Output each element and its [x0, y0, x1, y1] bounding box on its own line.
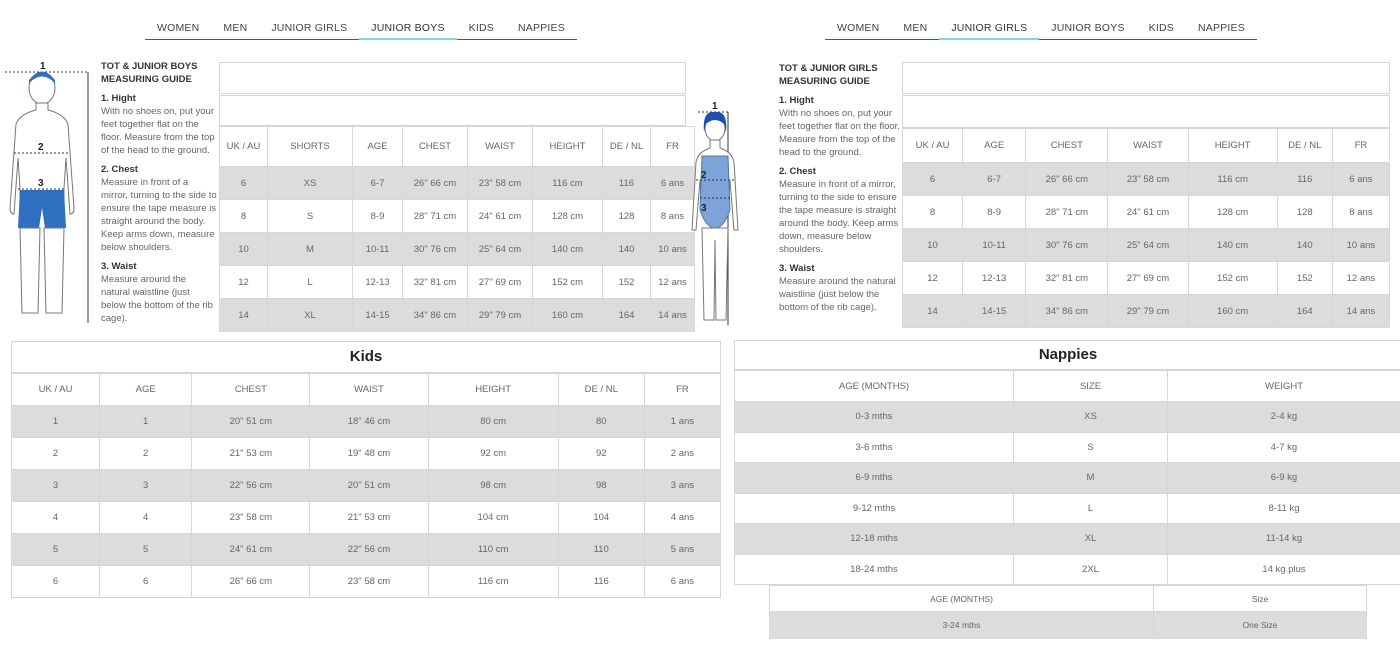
table-cell: 2-4 kg [1168, 402, 1400, 433]
table-cell: 6-9 mths [735, 463, 1014, 494]
table-cell: 2 [100, 438, 192, 470]
boys-step1-title: 1. Hight [101, 93, 136, 104]
table-cell: 116 cm [533, 167, 603, 200]
column-header: AGE (MONTHS) [770, 586, 1154, 612]
table-cell: 14 ans [651, 299, 695, 332]
table-cell: L [1014, 493, 1168, 524]
tab-kids[interactable]: KIDS [1148, 22, 1174, 34]
column-header: DE / NL [1277, 129, 1332, 163]
nav-left [145, 22, 577, 40]
table-cell: 104 cm [428, 502, 558, 534]
table-cell: 5 [100, 534, 192, 566]
table-cell: 140 cm [1188, 229, 1277, 262]
table-header-row [735, 371, 1400, 402]
table-cell: 6 [903, 163, 963, 196]
nav-right [825, 22, 1257, 40]
table-cell: 4 ans [644, 502, 720, 534]
table-cell: 160 cm [1188, 295, 1277, 328]
table-cell: 1 [100, 406, 192, 438]
table-cell: 10-11 [353, 233, 403, 266]
table-cell: 28" 71 cm [403, 200, 468, 233]
table-cell: 152 cm [1188, 262, 1277, 295]
column-header: AGE [100, 374, 192, 406]
table-cell: 23" 58 cm [310, 566, 428, 598]
table-row [735, 554, 1400, 585]
figure-mark-1: 1 [712, 101, 718, 112]
column-header: WAIST [468, 127, 533, 167]
table-cell: 128 [603, 200, 651, 233]
table-row [220, 299, 695, 332]
table-cell: 10 ans [1332, 229, 1389, 262]
boys-guide-title: TOT & JUNIOR BOYS MEASURING GUIDE [101, 61, 198, 85]
table-cell: 3 [100, 470, 192, 502]
table-header-row [903, 129, 1390, 163]
column-header: AGE (MONTHS) [735, 371, 1014, 402]
tab-kids[interactable]: KIDS [468, 22, 494, 34]
table-cell: 20" 51 cm [192, 406, 310, 438]
table-cell: 6 [12, 566, 100, 598]
table-cell: M [268, 233, 353, 266]
table-cell: 128 [1277, 196, 1332, 229]
column-header: CHEST [192, 374, 310, 406]
table-cell: 8-11 kg [1168, 493, 1400, 524]
column-header: WEIGHT [1168, 371, 1400, 402]
boys-step2-title: 2. Chest [101, 164, 138, 175]
table-cell: 10 ans [651, 233, 695, 266]
table-cell: 116 [603, 167, 651, 200]
table-cell: 152 cm [533, 266, 603, 299]
girls-step1-title: 1. Hight [779, 95, 814, 106]
tab-junior-girls[interactable]: JUNIOR GIRLS [271, 22, 348, 34]
table-cell: 21" 53 cm [310, 502, 428, 534]
table-cell: 10 [220, 233, 268, 266]
table-cell: 30" 76 cm [403, 233, 468, 266]
table-cell: 34" 86 cm [1026, 295, 1108, 328]
table-cell: 12-18 mths [735, 524, 1014, 555]
girls-step1-text: With no shoes on, put your feet together flat on the floor. Measure from the top of the head to the ground. [779, 108, 900, 158]
column-header: UK / AU [903, 129, 963, 163]
column-header: UK / AU [220, 127, 268, 167]
table-row [12, 534, 721, 566]
tab-men[interactable]: MEN [223, 22, 248, 34]
table-cell: 28" 71 cm [1026, 196, 1108, 229]
table-row [903, 163, 1390, 196]
column-header: UK / AU [12, 374, 100, 406]
table-cell: 6-7 [353, 167, 403, 200]
table-cell: 11-14 kg [1168, 524, 1400, 555]
kids-title: Kids [11, 341, 721, 373]
boys-step3-title: 3. Waist [101, 261, 137, 272]
table-row [735, 402, 1400, 433]
table-cell: 12-13 [963, 262, 1026, 295]
boys-blank-row [219, 62, 686, 94]
tab-junior-boys[interactable]: JUNIOR BOYS [1051, 22, 1125, 34]
table-cell: 14 [903, 295, 963, 328]
table-cell: 12 ans [651, 266, 695, 299]
girls-step2-text: Measure in front of a mirror, turning to the side to ensure the tape measure is straight around the body. Keep arms down, measure below shoulders. [779, 179, 899, 255]
column-header: DE / NL [603, 127, 651, 167]
table-cell: XL [268, 299, 353, 332]
figure-mark-1: 1 [40, 61, 46, 72]
column-header: FR [651, 127, 695, 167]
table-row [770, 612, 1367, 639]
table-cell: 80 cm [428, 406, 558, 438]
column-header: AGE [963, 129, 1026, 163]
tab-men[interactable]: MEN [903, 22, 928, 34]
table-cell: 3 [12, 470, 100, 502]
table-cell: 6-9 kg [1168, 463, 1400, 494]
table-cell: 164 [1277, 295, 1332, 328]
table-row [903, 262, 1390, 295]
table-cell: 6-7 [963, 163, 1026, 196]
kids-size-table [11, 373, 721, 598]
table-cell: XS [268, 167, 353, 200]
column-header: AGE [353, 127, 403, 167]
table-cell: 20" 51 cm [310, 470, 428, 502]
girls-blank-row [902, 95, 1390, 128]
table-cell: 24" 61 cm [192, 534, 310, 566]
boys-blank-row [219, 95, 686, 126]
table-cell: 5 [12, 534, 100, 566]
boys-step3-text: Measure around the natural waistline (just below the bottom of the rib cage). [101, 274, 213, 324]
figure-mark-3: 3 [38, 178, 44, 189]
table-cell: 98 [558, 470, 644, 502]
table-cell: 14-15 [353, 299, 403, 332]
table-cell: 98 cm [428, 470, 558, 502]
girls-step3-text: Measure around the natural waistline (just below the bottom of the rib cage). [779, 276, 896, 313]
table-cell: L [268, 266, 353, 299]
table-cell: 2XL [1014, 554, 1168, 585]
table-row [12, 438, 721, 470]
table-cell: 160 cm [533, 299, 603, 332]
table-cell: 116 cm [1188, 163, 1277, 196]
boys-step2-text: Measure in front of a mirror, turning to the side to ensure the tape measure is straight around the body. Keep arms down, measure below shoulders. [101, 177, 217, 253]
nappies-onesize-table [769, 585, 1367, 639]
table-cell: 2 [12, 438, 100, 470]
table-cell: 128 cm [1188, 196, 1277, 229]
figure-mark-2: 2 [701, 170, 707, 181]
table-cell: 12-13 [353, 266, 403, 299]
column-header: FR [644, 374, 720, 406]
table-cell: 8-9 [353, 200, 403, 233]
table-cell: 27" 69 cm [468, 266, 533, 299]
table-row [903, 196, 1390, 229]
table-row [220, 266, 695, 299]
table-cell: 2 ans [644, 438, 720, 470]
figure-mark-2: 2 [38, 142, 44, 153]
table-cell: 6 [220, 167, 268, 200]
table-row [903, 295, 1390, 328]
table-row [903, 229, 1390, 262]
table-cell: 14-15 [963, 295, 1026, 328]
table-cell: 8 ans [1332, 196, 1389, 229]
table-header-row [770, 586, 1367, 612]
table-cell: 164 [603, 299, 651, 332]
table-cell: 140 [1277, 229, 1332, 262]
table-cell: 30" 76 cm [1026, 229, 1108, 262]
table-cell: 116 [558, 566, 644, 598]
table-cell: 24" 61 cm [1108, 196, 1188, 229]
table-cell: 25" 64 cm [1108, 229, 1188, 262]
table-cell: 140 cm [533, 233, 603, 266]
table-cell: 6 ans [644, 566, 720, 598]
table-cell: XL [1014, 524, 1168, 555]
table-cell: S [268, 200, 353, 233]
table-cell: 6 ans [1332, 163, 1389, 196]
table-cell: 152 [603, 266, 651, 299]
table-cell: 128 cm [533, 200, 603, 233]
table-cell: 14 ans [1332, 295, 1389, 328]
table-cell: 32" 81 cm [1026, 262, 1108, 295]
girls-guide-title: TOT & JUNIOR GIRLS MEASURING GUIDE [779, 63, 878, 87]
table-cell: 8 [220, 200, 268, 233]
table-header-row [12, 374, 721, 406]
table-cell: 22" 56 cm [192, 470, 310, 502]
nappies-size-table [734, 370, 1400, 585]
tab-nappies[interactable]: NAPPIES [1197, 22, 1245, 34]
table-cell: 9-12 mths [735, 493, 1014, 524]
girls-measuring-guide [779, 62, 901, 314]
boys-size-table [219, 126, 695, 332]
table-cell: 26" 66 cm [403, 167, 468, 200]
table-cell: 152 [1277, 262, 1332, 295]
table-cell: 29" 79 cm [1108, 295, 1188, 328]
column-header: WAIST [1108, 129, 1188, 163]
column-header: HEIGHT [1188, 129, 1277, 163]
table-cell: 10 [903, 229, 963, 262]
table-row [220, 200, 695, 233]
table-cell: 26" 66 cm [1026, 163, 1108, 196]
table-cell: 8-9 [963, 196, 1026, 229]
table-cell: 0-3 mths [735, 402, 1014, 433]
table-row [220, 167, 695, 200]
nappies-title: Nappies [734, 340, 1400, 370]
table-cell: 1 [12, 406, 100, 438]
table-cell: 18-24 mths [735, 554, 1014, 585]
table-cell: 12 [220, 266, 268, 299]
table-cell: 140 [603, 233, 651, 266]
table-cell: 3-6 mths [735, 432, 1014, 463]
column-header: SIZE [1014, 371, 1168, 402]
table-cell: 23" 58 cm [1108, 163, 1188, 196]
table-cell: 34" 86 cm [403, 299, 468, 332]
girls-step2-title: 2. Chest [779, 166, 816, 177]
column-header: CHEST [403, 127, 468, 167]
table-cell: 10-11 [963, 229, 1026, 262]
table-cell: 4 [12, 502, 100, 534]
table-row [12, 566, 721, 598]
table-cell: 24" 61 cm [468, 200, 533, 233]
table-cell: 29" 79 cm [468, 299, 533, 332]
table-row [735, 493, 1400, 524]
column-header: SHORTS [268, 127, 353, 167]
tab-junior-boys[interactable]: JUNIOR BOYS [359, 22, 456, 40]
table-cell: 1 ans [644, 406, 720, 438]
table-cell: 3-24 mths [770, 612, 1154, 639]
table-cell: 12 ans [1332, 262, 1389, 295]
table-cell: 4 [100, 502, 192, 534]
table-cell: 8 [903, 196, 963, 229]
table-cell: 19" 48 cm [310, 438, 428, 470]
table-cell: 22" 56 cm [310, 534, 428, 566]
column-header: FR [1332, 129, 1389, 163]
table-cell: 104 [558, 502, 644, 534]
table-row [735, 463, 1400, 494]
table-cell: 4-7 kg [1168, 432, 1400, 463]
table-cell: 6 [100, 566, 192, 598]
table-cell: 27" 69 cm [1108, 262, 1188, 295]
column-header: DE / NL [558, 374, 644, 406]
table-cell: 5 ans [644, 534, 720, 566]
table-cell: 92 cm [428, 438, 558, 470]
table-cell: XS [1014, 402, 1168, 433]
girls-size-table [902, 128, 1390, 328]
table-cell: 92 [558, 438, 644, 470]
table-cell: S [1014, 432, 1168, 463]
girl-figure [690, 100, 760, 328]
table-cell: 110 cm [428, 534, 558, 566]
table-cell: 116 cm [428, 566, 558, 598]
column-header: Size [1154, 586, 1367, 612]
tab-women[interactable]: WOMEN [837, 22, 880, 34]
table-cell: 14 kg plus [1168, 554, 1400, 585]
girls-blank-row [902, 62, 1390, 94]
table-cell: 116 [1277, 163, 1332, 196]
table-cell: 18" 46 cm [310, 406, 428, 438]
table-row [12, 406, 721, 438]
column-header: WAIST [310, 374, 428, 406]
table-row [735, 524, 1400, 555]
table-cell: 23" 58 cm [468, 167, 533, 200]
boy-figure [0, 58, 95, 326]
column-header: HEIGHT [428, 374, 558, 406]
table-cell: 12 [903, 262, 963, 295]
boys-step1-text: With no shoes on, put your feet together flat on the floor. Measure from the top of the head to the ground. [101, 106, 215, 156]
table-cell: 6 ans [651, 167, 695, 200]
table-cell: One Size [1154, 612, 1367, 639]
table-row [12, 502, 721, 534]
table-header-row [220, 127, 695, 167]
girls-step3-title: 3. Waist [779, 263, 815, 274]
column-header: HEIGHT [533, 127, 603, 167]
figure-mark-3: 3 [701, 203, 707, 214]
column-header: CHEST [1026, 129, 1108, 163]
table-cell: 23" 58 cm [192, 502, 310, 534]
tab-junior-girls[interactable]: JUNIOR GIRLS [939, 22, 1039, 40]
table-cell: 3 ans [644, 470, 720, 502]
tab-nappies[interactable]: NAPPIES [517, 22, 565, 34]
table-cell: 26" 66 cm [192, 566, 310, 598]
table-row [735, 432, 1400, 463]
tab-women[interactable]: WOMEN [157, 22, 200, 34]
table-cell: 80 [558, 406, 644, 438]
table-row [12, 470, 721, 502]
table-row [220, 233, 695, 266]
table-cell: 110 [558, 534, 644, 566]
table-cell: 25" 64 cm [468, 233, 533, 266]
table-cell: 14 [220, 299, 268, 332]
table-cell: 8 ans [651, 200, 695, 233]
table-cell: 32" 81 cm [403, 266, 468, 299]
table-cell: 21" 53 cm [192, 438, 310, 470]
table-cell: M [1014, 463, 1168, 494]
boys-measuring-guide [101, 60, 217, 325]
